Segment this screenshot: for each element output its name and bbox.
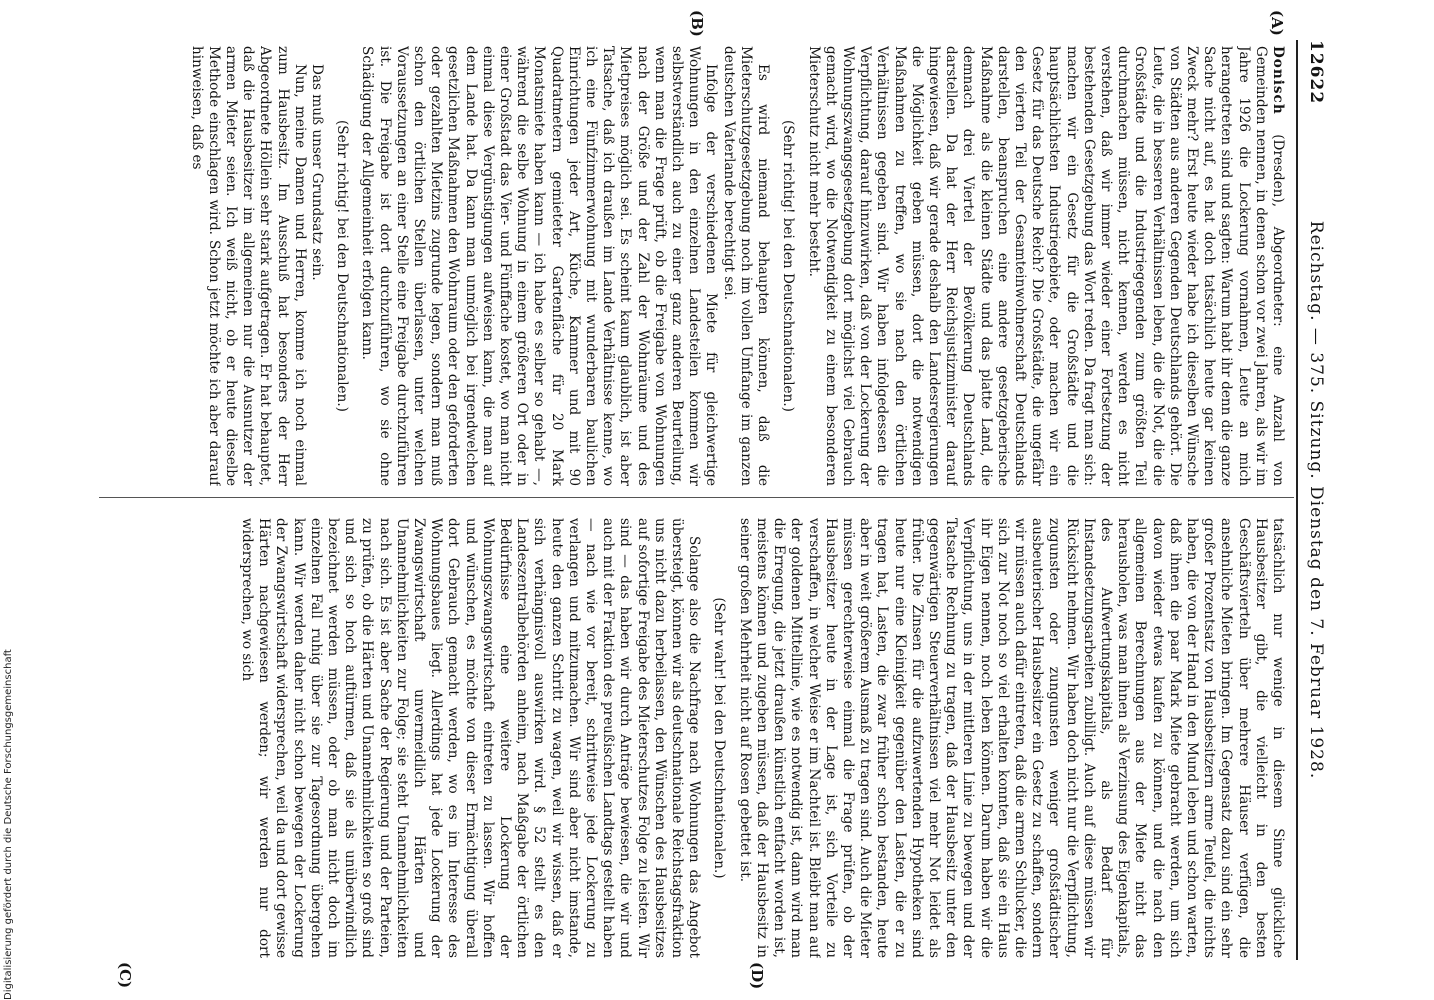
speaker-name: Donisch <box>1270 46 1286 115</box>
margin-marker-b: (B) <box>688 10 706 37</box>
paragraph: Nun, meine Damen und Herren, komme ich noch einmal zum Hausbesitz. Im Ausschuß hat besonders der Herr Abgeordnete Höllein sehr stark aufgetragen. Er hat behauptet, daß die Hausbesitzer im allgemeinen nur die Ausnutzer der armen Mieter seien. Ich weiß nicht, ob er heute dieselbe Methode einschlagen wird. Schon jetzt möchte ich aber darauf hinweisen, daß es <box>188 46 308 486</box>
interjection: (Sehr wahr! bei den Deutschnationalen.) <box>711 597 728 879</box>
margin-marker-c: (C) <box>116 962 134 989</box>
footer-credit-strip <box>2 0 16 1000</box>
running-head: Reichstag. — 375. Sitzung. Dienstag den 7. Februar 1928. <box>1306 220 1326 780</box>
speaker-note: (Dresden), Abgeordneter: <box>1270 134 1286 327</box>
page-number: 12622 <box>1306 40 1326 105</box>
footer-credit: Digitalisierung gefördert durch die Deutsche Forschungsgemeinschaft <box>3 649 14 1000</box>
paragraph: Es wird niemand behaupten können, daß die Mieterschutzgesetzgebung noch im vollen Umfange im ganzen deutschen Vaterlande berechtigt sei. <box>720 46 772 486</box>
right-column <box>106 518 1286 958</box>
header-rule <box>1296 40 1298 960</box>
interjection: (Sehr richtig! bei den Deutschnationalen.) <box>334 120 351 412</box>
left-column <box>106 46 1286 486</box>
paragraph: Infolge der verschiedenen Miete für gleichwertige Wohnungen in den einzelnen Landesteilen kommen wir selbstverständlich auch zu einer ganz anderen Beurteilung, wenn man die Frage prüft, ob die Freigabe von Wohnungen nach der Größe und der Zahl der Wohnräume und des Mietpreises möglich sei. Es scheint kaum glaublich, ist aber Tatsache, daß ich draußen im Lande Verhältnisse kenne, wo ich eine Fünfzimmerwohnung mit wunderbaren baulichen Einrichtungen jeder Art, Küche, Kammer und mit 90 Quadratmetern gemieteter Gartenfläche für 20 Mark Monatsmiete haben kann — ich habe es selber so gehabt —, während die selbe Wohnung in einem größeren Ort oder in einer Großstadt das Vier- und Fünffache kostet, wo man nicht einmal diese Vergünstigungen aufweisen kann, die man auf dem Lande hat. Da kann man unmöglich bei irgendwelchen gesetzlichen Maßnahmen den Wohnraum oder den geforderten oder gezahlten Mietzins zugrunde legen, sondern man muß schon den örtlichen Stellen überlassen, unter welchen Voraussetzungen an einer Stelle eine Freigabe durchzuführen ist. Die Freigabe ist dort durchzuführen, wo sie ohne Schädigung der Allgemeinheit erfolgen kann. <box>359 46 720 486</box>
margin-marker-d: (D) <box>748 962 766 990</box>
column-divider <box>99 497 1294 498</box>
paragraph: eine Anzahl von Gemeinden nennen, in denen schon vor zwei Jahren, als wir im Jahre 1926 die Lockerung vornahmen, Leute an mich herangetreten sind und sagten: Warum habt ihr denn die ganze Sache nicht auf, es hat doch tatsächlich heute gar keinen Zweck mehr? Erst heute wieder habe ich dieselben Wünsche von Städten aus anderen Gegenden Deutschlands gehört. Die Leute, die in besseren Verhältnissen leben, die die Not, die die Großstädte und die Industriegegenden zum größten Teil durchmachen müssen, nicht kennen, werden es nicht verstehen, daß wir immer wieder einer Fortsetzung der bestehenden Gesetzgebung das Wort reden. Da fragt man sich: machen wir ein Gesetz für die Großstädte und die hauptsächlichsten Industriegebiete, oder machen wir ein Gesetz für das Deutsche Reich? Die Großstädte, die ungefähr den vierten Teil der Gesamteinwohnerschaft Deutschlands darstellen, beanspruchen eine andere gesetzgeberische Maßnahme als die kleinen Städte und das platte Land, die demnach drei Viertel der Bevölkerung Deutschlands darstellen. Da hat der Herr Reichsjustizminister darauf hingewiesen, daß wir gerade deshalb den Landesregierungen die Möglichkeit geben müssen, dort die notwendigen Maßnahmen zu treffen, wo sie nach den örtlichen Verhältnissen gegeben sind. Wir haben infolgedessen die Verpflichtung, darauf hinzuwirken, daß von der Lockerung der Wohnungszwangsgesetzgebung dort möglichst viel Gebrauch gemacht wird, wo die Notwendigkeit zu einem besonderen Mieterschutz nicht mehr besteht. <box>805 46 1286 486</box>
opening-paragraph <box>804 46 1286 486</box>
page-header <box>1300 40 1326 960</box>
margin-marker-a: (A) <box>1268 10 1286 36</box>
paragraph: tatsächlich nur wenige in diesem Sinne glückliche Hausbesitzer gibt, die vielleicht in den besten Geschäftsvierteln über mehrere Häuser verfügen, die ansehnliche Mieten bringen. Im Gegensatz dazu sind ein sehr großer Prozentsatz von Hausbesitzern arme Teufel, die nichts haben, die von der Hand in den Mund leben und schon warten, daß ihnen die paar Mark Miete gebracht werden, um sich davon wieder etwas kaufen zu können, und die nach den allgemeinen Berechnungen aus der Miete nicht das herausholen, was man ihnen als Verzinsung des Eigenkapitals, des Aufwertungskapitals, als Bedarf für Instandsetzungsarbeiten zubilligt. Auch auf diese müssen wir Rücksicht nehmen. Wir haben doch nicht nur die Verpflichtung, zugunsten oder zungunsten weniger großstädtischer ausbeuterischer Hausbesitzer ein Gesetz zu schaffen, sondern wir müssen auch dafür eintreten, daß die armen Schlucker, die sich zur Not noch so viel erhalten konnten, daß sie ein Haus ihr Eigen nennen, noch leben können. Darum haben wir die Verpflichtung, uns in der mittleren Linie zu bewegen und der Tatsache Rechnung zu tragen, daß der Hausbesitz unter den gegenwärtigen Steuerverhältnissen viel mehr Not leidet als früher. Die Zinsen für die aufzuwertenden Hypotheken sind heute nur eine Kleinigkeit gegenüber den Lasten, die er zu tragen hat, Lasten, die zwar früher schon bestanden, heute aber in weit größerem Ausmaß zu tragen sind. Auch die Mieter müssen gerechterweise einmal die Frage prüfen, ob der Hausbesitzer heute in der Lage ist, sich Vorteile zu verschaffen, in welcher Weise er im Nachteil ist. Bleibt man auf der goldenen Mittellinie, wie es notwendig ist, dann wird man die Erregung, die jetzt draußen künstlich entfacht worden ist, meistens können und zugeben müssen, daß der Hausbesitz in seiner großen Mehrheit nicht auf Rosen gebettet ist. <box>736 518 1286 958</box>
interjection: (Sehr richtig! bei den Deutschnationalen.) <box>780 120 797 412</box>
paragraph: Solange also die Nachfrage nach Wohnungen das Angebot übersteigt, können wir als deutschnationale Reichstagsfraktion uns nicht dazu herbeilassen, den Wünschen des Hausbesitzes auf sofortige Freigabe des Mieterschutzes Folge zu leisten. Wir sind — das haben wir durch Anträge bewiesen, die wir und auch mit der Fraktion des preußischen Landtags gestellt haben — nach wie vor bereit, schrittweise jede Lockerung zu verlangen und mitzumachen. Wir sind aber nicht imstande, heute den ganzen Schritt zu wagen, weil wir wissen, daß er sich verhängnisvoll auswirken wird. § 52 stellt es den Landeszentralbehörden anheim, nach Maßgabe der örtlichen Bedürfnisse eine weitere Lockerung der Wohnungszwangswirtschaft eintreten zu lassen. Wir hoffen und wünschen, es möchte von dieser Ermächtigung überall dort Gebrauch gemacht werden, wo es im Interesse des Wohnungsbaues liegt. Allerdings hat jede Lockerung der Zwangswirtschaft unvermeidlich Härten und Unannehmlichkeiten zur Folge; sie steht Unannehmlichkeiten nach sich. Es ist aber Sache der Regierung und der Parteien, zu prüfen, ob die Härten und Unannehmlichkeiten so groß sind und sich so hoch auftürmen, daß sie als unüberwindlich bezeichnet werden müssen, oder ob man nicht doch im einzelnen Fall ruhig über sie zur Tagesordnung übergehen kann. Wir werden daher nicht schon bewegen der Lockerung der Zwangswirtschaft widersprechen, weil da und dort gewisse Härten nachgewiesen werden; wir werden nur dort widersprechen, wo sich <box>239 518 703 958</box>
paragraph: Das muß unser Grundsatz sein. <box>309 64 326 281</box>
